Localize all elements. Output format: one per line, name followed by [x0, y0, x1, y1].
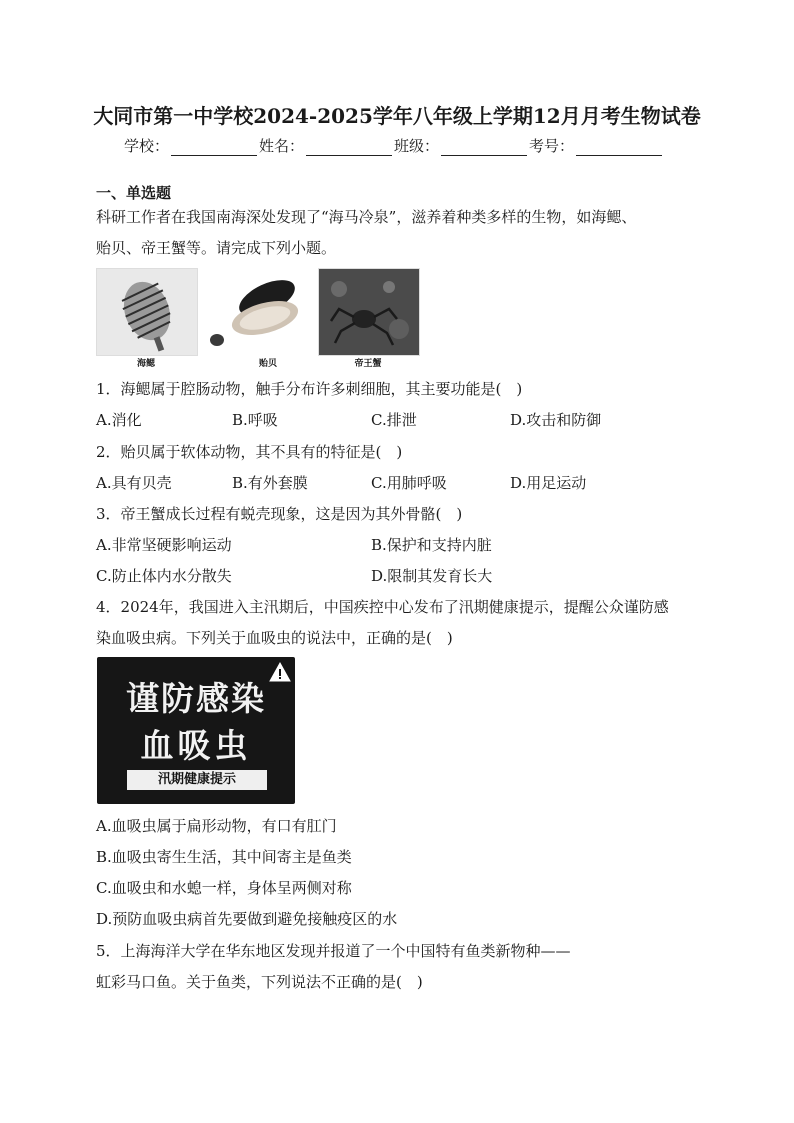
class-label: 班级：: [394, 137, 440, 155]
name-label: 姓名：: [259, 137, 305, 155]
poster-line-2: 血吸虫: [140, 726, 252, 765]
q4-option-d[interactable]: D.预防血吸虫病首先要做到避免接触疫区的水: [96, 910, 398, 928]
q2-option-a[interactable]: A.具有贝壳: [96, 474, 172, 492]
poster-line-3: 汛期健康提示: [127, 770, 267, 790]
king-crab-photo: [318, 268, 420, 356]
section-heading: 一、单选题: [96, 184, 172, 202]
q2-option-c[interactable]: C.用肺呼吸: [371, 474, 447, 492]
q3-option-b[interactable]: B.保护和支持内脏: [371, 536, 492, 554]
name-blank[interactable]: [306, 141, 392, 156]
q3-option-c[interactable]: C.防止体内水分散失: [96, 567, 232, 585]
school-blank[interactable]: [171, 141, 257, 156]
mussel-photo: [207, 268, 307, 354]
q1-stem: 1．海鳃属于腔肠动物，触手分布许多刺细胞，其主要功能是( ): [96, 380, 523, 398]
q1-option-b[interactable]: B.呼吸: [232, 411, 278, 429]
q5-stem-line-2: 虹彩马口鱼。关于鱼类，下列说法不正确的是( ): [96, 973, 423, 991]
number-label: 考号：: [529, 137, 575, 155]
q2-option-b[interactable]: B.有外套膜: [232, 474, 308, 492]
exam-title: 大同市第一中学校2024-2025学年八年级上学期12月月考生物试卷: [93, 104, 701, 128]
intro-line-2: 贻贝、帝王蟹等。请完成下列小题。: [96, 239, 337, 257]
q4-option-c[interactable]: C.血吸虫和水螅一样，身体呈两侧对称: [96, 879, 352, 897]
intro-line-1: 科研工作者在我国南海深处发现了“海马冷泉”，滋养着种类多样的生物，如海鳃、: [96, 208, 637, 226]
q3-option-d[interactable]: D.限制其发育长大: [371, 567, 493, 585]
student-info-row: [124, 135, 664, 156]
q2-option-d[interactable]: D.用足运动: [510, 474, 587, 492]
poster-line-1: 谨防感染: [126, 679, 266, 718]
sea-pen-photo: [96, 268, 198, 356]
king-crab-caption: 帝王蟹: [354, 359, 382, 369]
q1-option-c[interactable]: C.排泄: [371, 411, 417, 429]
q3-stem: 3．帝王蟹成长过程有蜕壳现象，这是因为其外骨骼( ): [96, 505, 463, 523]
q1-option-d[interactable]: D.攻击和防御: [510, 411, 602, 429]
q4-stem-line-1: 4．2024年，我国进入主汛期后，中国疾控中心发布了汛期健康提示，提醒公众谨防感: [96, 598, 669, 616]
sea-pen-caption: 海鳃: [136, 359, 155, 369]
class-blank[interactable]: [441, 141, 527, 156]
q4-option-b[interactable]: B.血吸虫寄生生活，其中间寄主是鱼类: [96, 848, 352, 866]
number-blank[interactable]: [576, 141, 662, 156]
q3-option-a[interactable]: A.非常坚硬影响运动: [96, 536, 232, 554]
q4-option-a[interactable]: A.血吸虫属于扁形动物，有口有肛门: [96, 817, 337, 835]
school-label: 学校：: [124, 137, 170, 155]
q5-stem-line-1: 5．上海海洋大学在华东地区发现并报道了一个中国特有鱼类新物种——: [96, 942, 571, 960]
q1-option-a[interactable]: A.消化: [96, 411, 142, 429]
health-warning-poster: [97, 657, 295, 804]
mussel-caption: 贻贝: [258, 359, 277, 369]
q4-stem-line-2: 染血吸虫病。下列关于血吸虫的说法中，正确的是( ): [96, 629, 453, 647]
q2-stem: 2．贻贝属于软体动物，其不具有的特征是( ): [96, 443, 403, 461]
